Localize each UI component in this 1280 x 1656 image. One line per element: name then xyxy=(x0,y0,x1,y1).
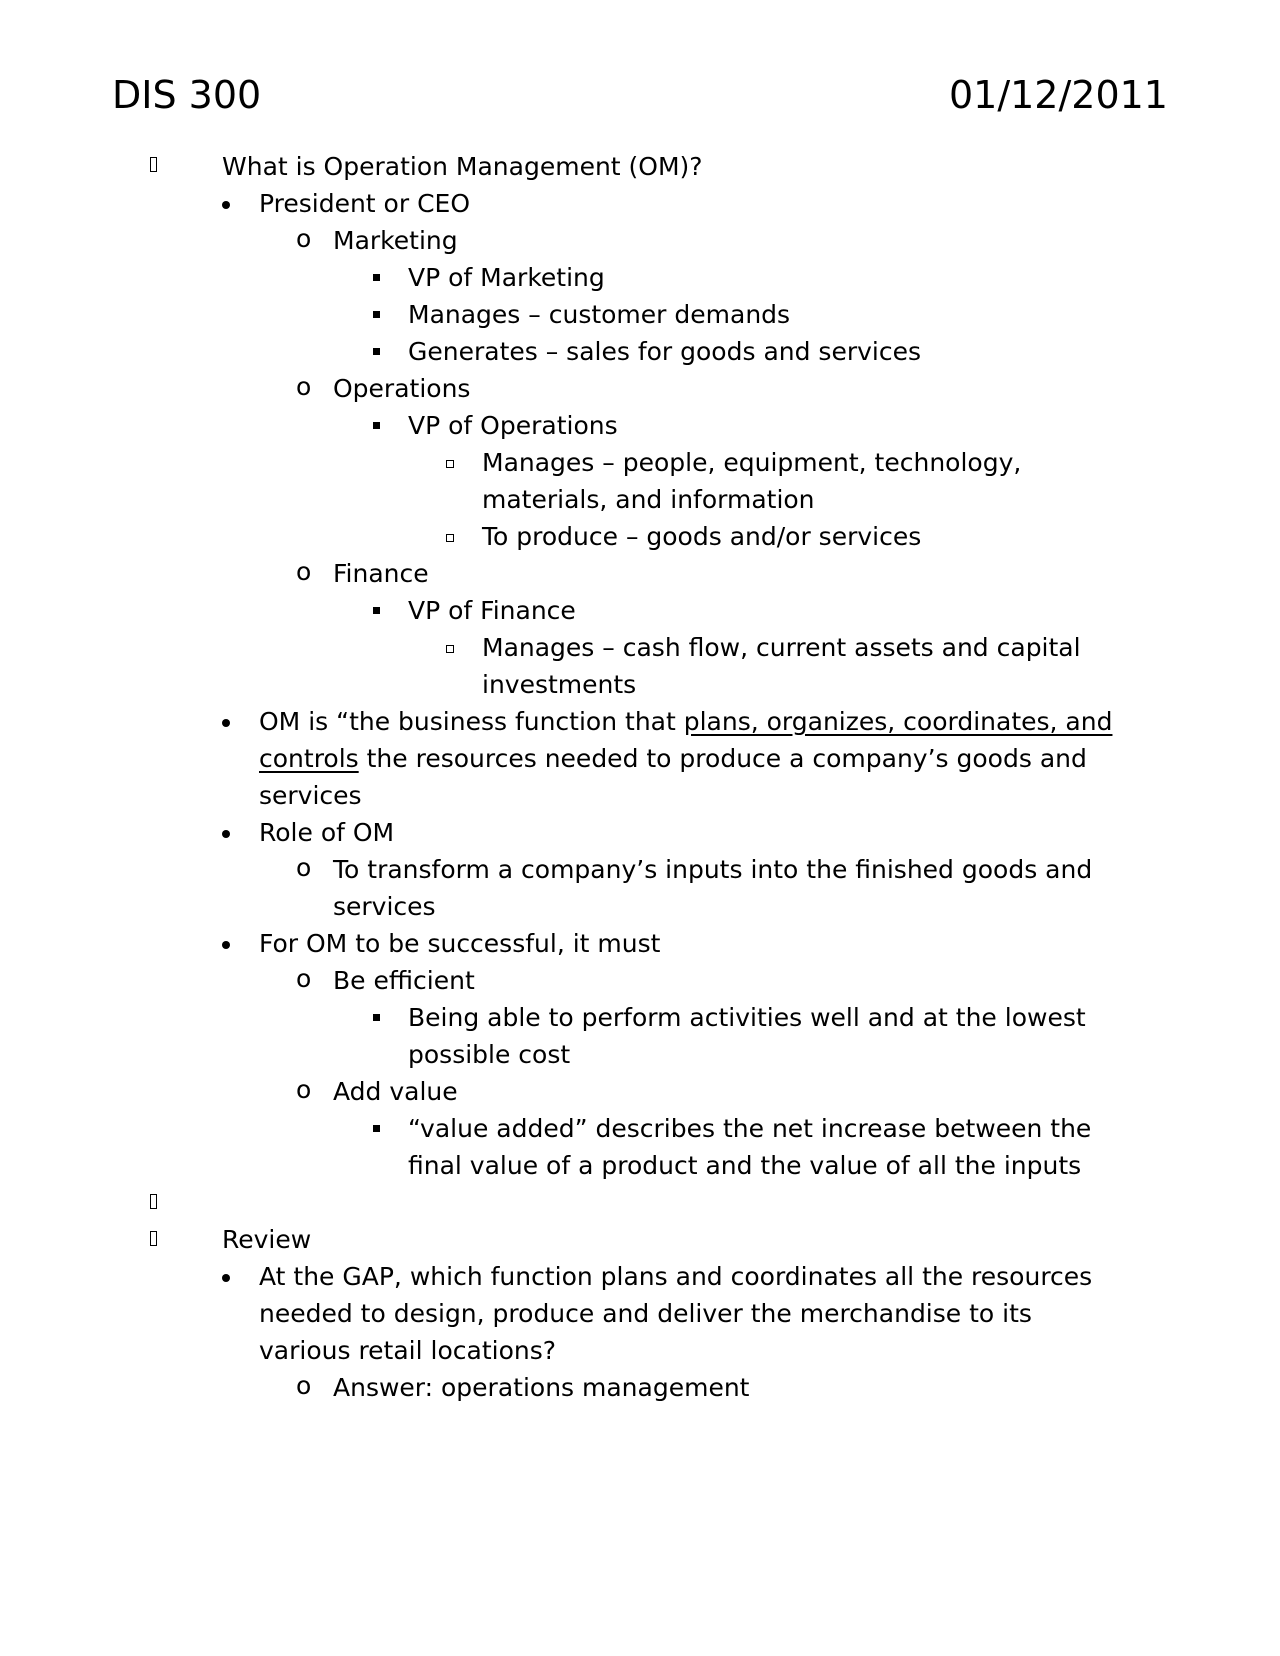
bullet-o-icon: o xyxy=(296,853,312,882)
list-item: Manages – people, equipment, technology, xyxy=(482,448,1022,477)
list-item: President or CEO xyxy=(259,189,471,218)
bullet-dot-icon xyxy=(222,941,230,949)
list-item-continued: various retail locations? xyxy=(259,1336,557,1365)
om-definition-continued: services xyxy=(259,781,362,810)
list-item: Being able to perform activities well and at the lowest xyxy=(408,1003,1086,1032)
list-item: Finance xyxy=(333,559,429,588)
bullet-dot-icon xyxy=(222,1274,230,1282)
bullet-filled-square-icon xyxy=(373,607,380,614)
list-item: VP of Operations xyxy=(408,411,618,440)
missing-glyph-icon xyxy=(150,1194,157,1209)
list-item: To produce – goods and/or services xyxy=(482,522,922,551)
list-item-continued: final value of a product and the value of all the inputs xyxy=(408,1151,1082,1180)
lecture-date: 01/12/2011 xyxy=(948,73,1168,117)
course-title: DIS 300 xyxy=(112,73,262,117)
bullet-filled-square-icon xyxy=(373,1125,380,1132)
definition-text: OM is “the business function that xyxy=(259,707,684,736)
list-item: Manages – customer demands xyxy=(408,300,791,329)
list-item: Manages – cash flow, current assets and capital xyxy=(482,633,1081,662)
bullet-open-square-icon xyxy=(446,645,454,653)
bullet-o-icon: o xyxy=(296,557,312,586)
list-item-continued: possible cost xyxy=(408,1040,571,1069)
missing-glyph-icon xyxy=(150,1231,157,1246)
bullet-dot-icon xyxy=(222,830,230,838)
list-item: VP of Finance xyxy=(408,596,576,625)
definition-underlined: plans, organizes, coordinates, and xyxy=(683,707,1113,736)
list-item: VP of Marketing xyxy=(408,263,605,292)
bullet-o-icon: o xyxy=(296,1075,312,1104)
bullet-open-square-icon xyxy=(446,460,454,468)
bullet-dot-icon xyxy=(222,201,230,209)
list-item: Be efficient xyxy=(333,966,475,995)
list-item: At the GAP, which function plans and coordinates all the resources xyxy=(259,1262,1093,1291)
bullet-dot-icon xyxy=(222,719,230,727)
list-item: Generates – sales for goods and services xyxy=(408,337,922,366)
om-definition-continued xyxy=(259,740,1087,778)
bullet-filled-square-icon xyxy=(373,348,380,355)
bullet-filled-square-icon xyxy=(373,422,380,429)
bullet-filled-square-icon xyxy=(373,1014,380,1021)
section-title: Review xyxy=(222,1225,312,1254)
list-item: Operations xyxy=(333,374,471,403)
bullet-o-icon: o xyxy=(296,224,312,253)
section-title: What is Operation Management (OM)? xyxy=(222,152,703,181)
list-item-continued: materials, and information xyxy=(482,485,815,514)
list-item: Answer: operations management xyxy=(333,1373,750,1402)
bullet-o-icon: o xyxy=(296,372,312,401)
list-item-continued: needed to design, produce and deliver the merchandise to its xyxy=(259,1299,1032,1328)
definition-underlined: controls xyxy=(259,744,359,773)
bullet-o-icon: o xyxy=(296,964,312,993)
definition-text: the resources needed to produce a company’s goods and xyxy=(358,744,1087,773)
list-item-continued: investments xyxy=(482,670,637,699)
list-item: Marketing xyxy=(333,226,458,255)
bullet-filled-square-icon xyxy=(373,311,380,318)
list-item: “value added” describes the net increase between the xyxy=(408,1114,1092,1143)
bullet-filled-square-icon xyxy=(373,274,380,281)
list-item: To transform a company’s inputs into the finished goods and xyxy=(333,855,1093,884)
bullet-open-square-icon xyxy=(446,534,454,542)
list-item: Add value xyxy=(333,1077,458,1106)
list-item: Role of OM xyxy=(259,818,395,847)
list-item: For OM to be successful, it must xyxy=(259,929,661,958)
bullet-o-icon: o xyxy=(296,1371,312,1400)
missing-glyph-icon xyxy=(150,157,157,172)
om-definition xyxy=(259,703,1112,741)
list-item-continued: services xyxy=(333,892,436,921)
